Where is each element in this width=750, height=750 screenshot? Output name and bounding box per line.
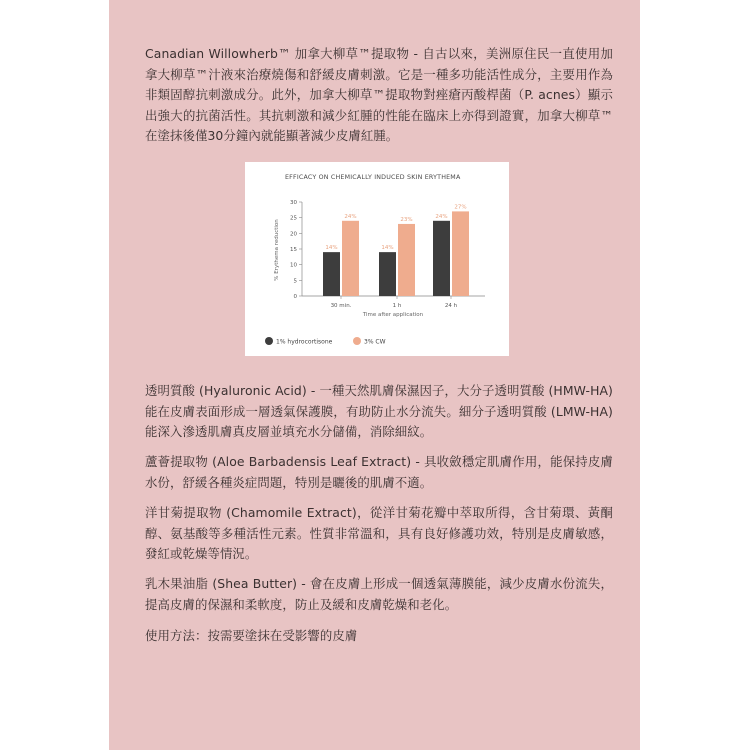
x-tick-label: 24 h (444, 303, 458, 309)
bar-data-label: 24% (435, 213, 448, 220)
y-tick-label: 20 (290, 231, 297, 238)
y-tick-label: 5 (293, 278, 297, 285)
bar-data-label: 23% (400, 216, 413, 223)
bar-hydrocortisone-3 (433, 221, 450, 296)
x-axis-label: Time after application (362, 312, 424, 318)
shea-paragraph: 乳木果油脂 (Shea Butter) - 會在皮膚上形成一個透氣薄膜能，減少皮膚水份流失，提高皮膚的保濕和柔軟度，防止及緩和皮膚乾燥和老化。 (145, 576, 613, 612)
chart-canvas (245, 162, 509, 356)
legend-swatch-cw (353, 337, 361, 345)
intro-paragraph: Canadian Willowherb™ 加拿大柳草™提取物 - 自古以來，美洲原住民一直使用加拿大柳草™汁液來治療燒傷和舒緩皮膚刺激。它是一種多功能活性成分，主要用作為非類固醇抗刺激成分。此外，加拿大柳草™提取物對痤瘡丙酸桿菌（P. acnes）顯示出強大的抗菌活性。其抗刺激和減少紅腫的性能在臨床上亦得到證實，加拿大柳草™在塗抹後僅30分鐘內就能顯著減少皮膚紅腫。 (145, 46, 613, 143)
y-tick-label: 10 (290, 262, 297, 269)
legend-swatch-hydrocortisone (265, 337, 273, 345)
y-tick-label: 15 (290, 247, 297, 253)
y-tick-label: 30 (290, 200, 297, 206)
bar-cw-2 (398, 224, 415, 296)
bar-data-label: 27% (454, 204, 467, 211)
bar-cw-3 (452, 211, 469, 296)
y-axis-label: % Erythema reduction (274, 219, 280, 281)
bar-hydrocortisone-1 (323, 252, 340, 296)
y-tick-label: 0 (293, 294, 297, 300)
bar-data-label: 14% (381, 245, 394, 252)
usage-paragraph: 使用方法：按需要塗抹在受影響的皮膚 (145, 628, 358, 643)
bar-data-label: 14% (325, 245, 338, 252)
x-tick-label: 30 min. (330, 303, 352, 309)
bar-data-label: 24% (344, 213, 357, 220)
chart-title: EFFICACY ON CHEMICALLY INDUCED SKIN ERYTHEMA (285, 174, 461, 181)
x-tick-label: 1 h (392, 303, 402, 309)
document-page (109, 0, 640, 750)
aloe-paragraph: 蘆薈提取物 (Aloe Barbadensis Leaf Extract) - 具收斂穩定肌膚作用，能保持皮膚水份，舒緩各種炎症問題，特別是曬後的肌膚不適。 (145, 454, 613, 490)
hyaluronic-paragraph: 透明質酸 (Hyaluronic Acid) - 一種天然肌膚保濕因子，大分子透明質酸 (HMW-HA) 能在皮膚表面形成一層透氣保護膜，有助防止水分流失。細分子透明質酸 (LMW-HA) 能深入滲透肌膚真皮層並填充水分儲備，消除細紋。 (145, 383, 613, 439)
chamomile-paragraph: 洋甘菊提取物 (Chamomile Extract)，從洋甘菊花瓣中萃取所得，含甘菊環、黃酮醇、氨基酸等多種活性元素。性質非常溫和，具有良好修護功效，特別是皮膚敏感，發紅或乾燥等情況。 (145, 505, 613, 561)
legend-label-hydrocortisone: 1% hydrocortisone (276, 338, 333, 346)
bar-cw-1 (342, 221, 359, 296)
efficacy-chart (245, 162, 509, 356)
bar-hydrocortisone-2 (379, 252, 396, 296)
y-tick-label: 25 (290, 215, 297, 222)
legend-label-cw: 3% CW (364, 338, 386, 346)
